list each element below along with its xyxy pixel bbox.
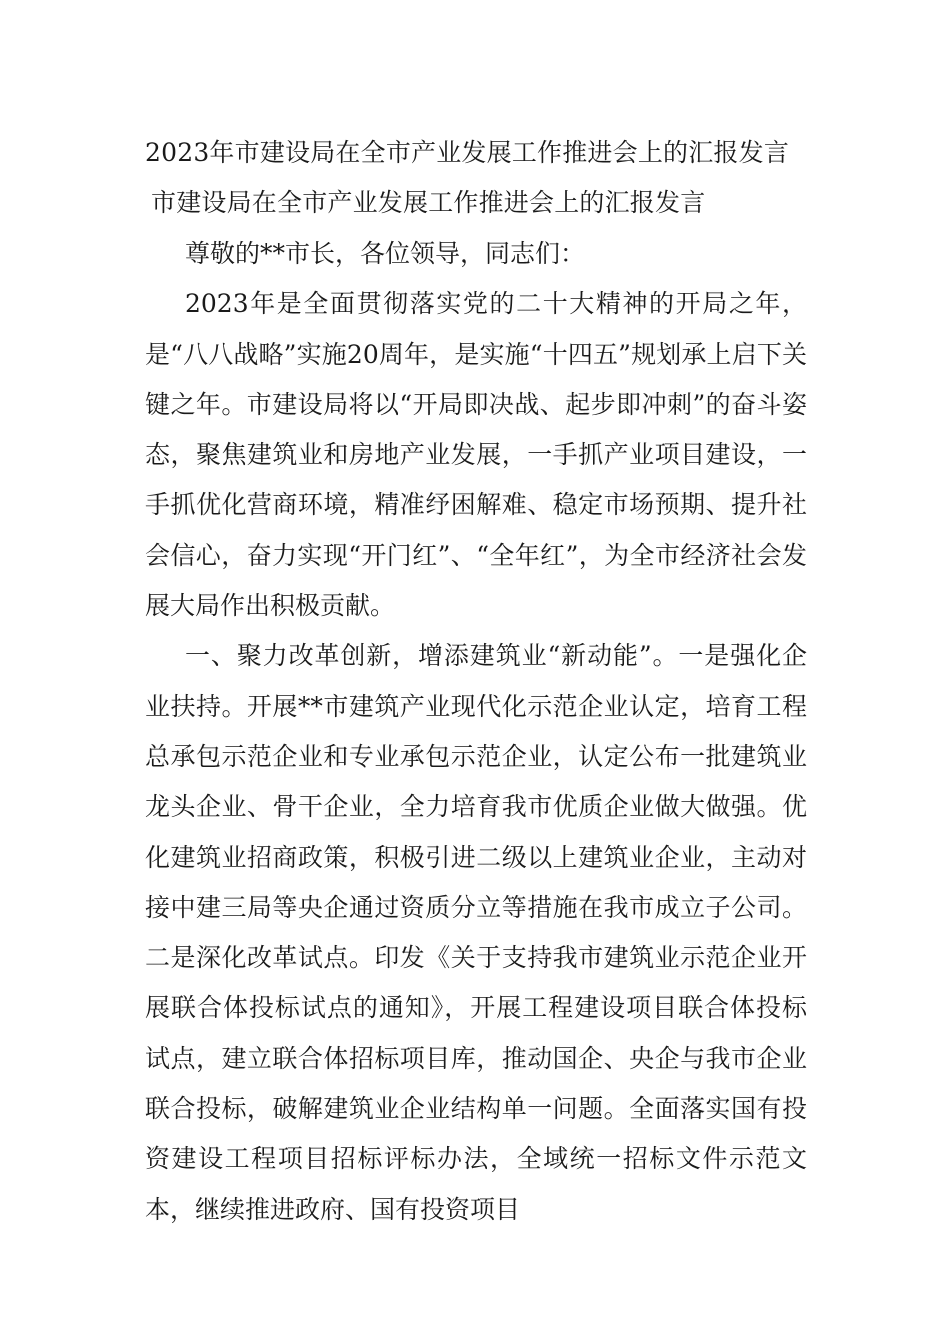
document-body bbox=[145, 128, 807, 1235]
document-title-line-1: 2023年市建设局在全市产业发展工作推进会上的汇报发言 bbox=[145, 138, 790, 167]
salutation: 尊敬的**市长，各位领导，同志们： bbox=[185, 239, 586, 268]
paragraph-section-one: 一、聚力改革创新，增添建筑业“新动能”。一是强化企业扶持。开展**市建筑产业现代化示范企业认定，培育工程总承包示范企业和专业承包示范企业，认定公布一批建筑业龙头企业、骨干企业，全力培育我市优质企业做大做强。优化建筑业招商政策，积极引进二级以上建筑业企业，主动对接中建三局等央企通过资质分立等措施在我市成立子公司。二是深化改革试点。印发《关于支持我市建筑业示范企业开展联合体投标试点的通知》，开展工程建设项目联合体投标试点，建立联合体招标项目库，推动国企、央企与我市企业联合投标，破解建筑业企业结构单一问题。全面落实国有投资建设工程项目招标评标办法，全域统一招标文件示范文本，继续推进政府、国有投资项目 bbox=[145, 641, 807, 1224]
paragraph-intro: 2023年是全面贯彻落实党的二十大精神的开局之年，是“八八战略”实施20周年，是实施“十四五”规划承上启下关键之年。市建设局将以“开局即决战、起步即冲刺”的奋斗姿态，聚焦建筑业和房地产业发展，一手抓产业项目建设，一手抓优化营商环境，精准纾困解难、稳定市场预期、提升社会信心，奋力实现“开门红”、“全年红”，为全市经济社会发展大局作出积极贡献。 bbox=[145, 289, 807, 621]
document-title-line-2: 市建设局在全市产业发展工作推进会上的汇报发言 bbox=[151, 188, 706, 217]
